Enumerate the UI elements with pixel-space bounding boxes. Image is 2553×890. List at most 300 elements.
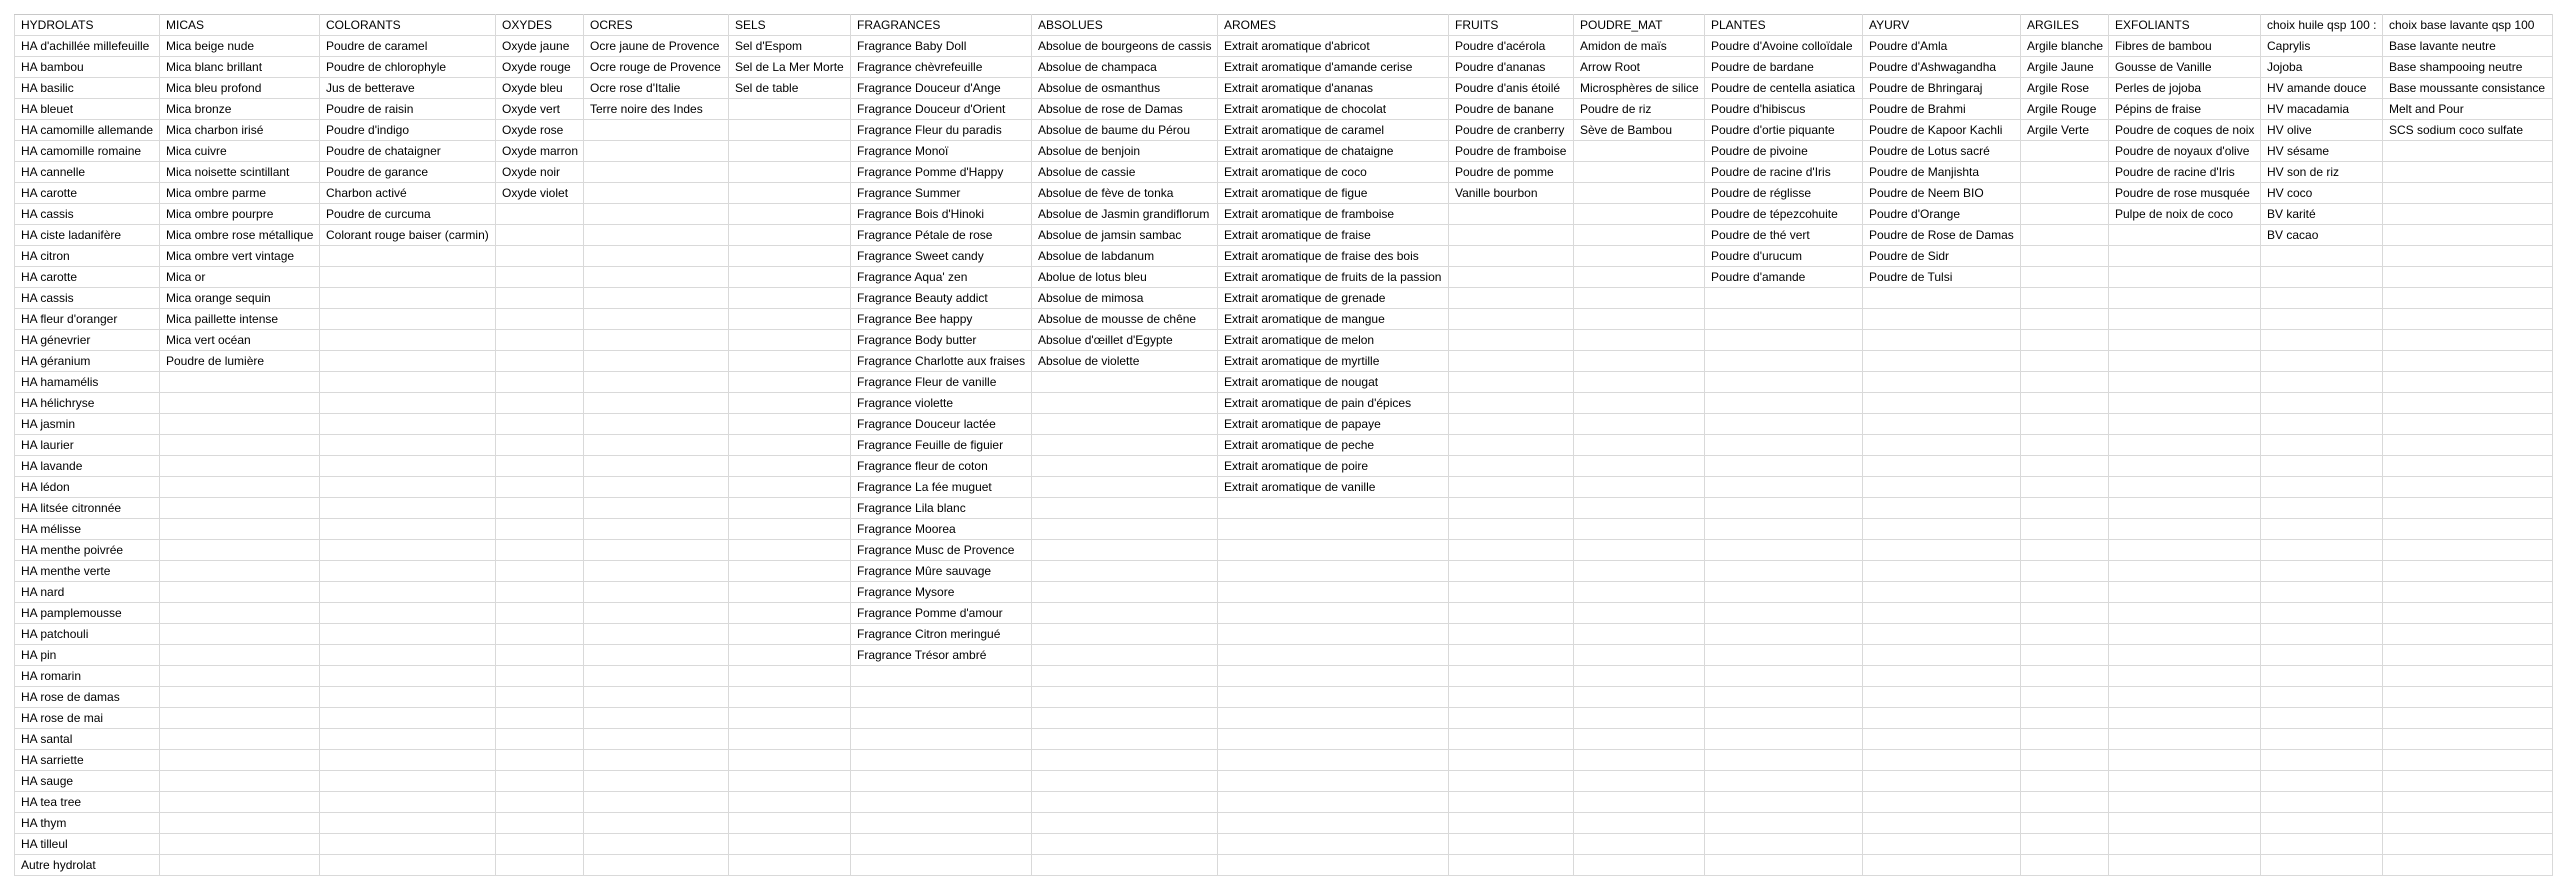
cell[interactable]: HA ciste ladanifère — [15, 225, 160, 246]
cell[interactable]: Absolue de baume du Pérou — [1032, 120, 1218, 141]
cell[interactable] — [729, 414, 851, 435]
cell[interactable]: Absolue de bourgeons de cassis — [1032, 36, 1218, 57]
cell[interactable]: Poudre d'anis étoilé — [1449, 78, 1574, 99]
cell[interactable]: Mica vert océan — [160, 330, 320, 351]
cell[interactable] — [2021, 855, 2109, 876]
cell[interactable]: HA bleuet — [15, 99, 160, 120]
cell[interactable] — [1032, 456, 1218, 477]
cell[interactable]: Poudre de coques de noix — [2109, 120, 2261, 141]
cell[interactable] — [320, 855, 496, 876]
cell[interactable] — [1449, 435, 1574, 456]
cell[interactable]: Amidon de maïs — [1574, 36, 1705, 57]
column-header-exfoliants[interactable]: EXFOLIANTS — [2109, 15, 2261, 36]
cell[interactable]: Mica ombre parme — [160, 183, 320, 204]
cell[interactable] — [1863, 330, 2021, 351]
cell[interactable] — [1032, 519, 1218, 540]
cell[interactable] — [1032, 834, 1218, 855]
cell[interactable]: BV cacao — [2261, 225, 2383, 246]
cell[interactable]: Poudre de lumière — [160, 351, 320, 372]
cell[interactable] — [2109, 687, 2261, 708]
cell[interactable] — [851, 771, 1032, 792]
cell[interactable] — [1449, 729, 1574, 750]
cell[interactable]: Poudre de rose musquée — [2109, 183, 2261, 204]
cell[interactable]: Fragrance Body butter — [851, 330, 1032, 351]
cell[interactable] — [1705, 855, 1863, 876]
cell[interactable] — [160, 855, 320, 876]
cell[interactable] — [160, 561, 320, 582]
cell[interactable]: HA carotte — [15, 267, 160, 288]
cell[interactable] — [2383, 708, 2553, 729]
column-header-micas[interactable]: MICAS — [160, 15, 320, 36]
cell[interactable] — [729, 204, 851, 225]
cell[interactable] — [1032, 813, 1218, 834]
cell[interactable] — [1574, 225, 1705, 246]
cell[interactable] — [1032, 582, 1218, 603]
cell[interactable] — [496, 582, 584, 603]
cell[interactable]: Poudre de chlorophyle — [320, 57, 496, 78]
cell[interactable] — [1863, 603, 2021, 624]
cell[interactable] — [1449, 477, 1574, 498]
cell[interactable] — [320, 729, 496, 750]
cell[interactable] — [320, 603, 496, 624]
cell[interactable] — [1705, 813, 1863, 834]
cell[interactable]: Fragrance Beauty addict — [851, 288, 1032, 309]
cell[interactable] — [2021, 225, 2109, 246]
cell[interactable] — [584, 288, 729, 309]
cell[interactable] — [2261, 330, 2383, 351]
cell[interactable]: Fragrance Charlotte aux fraises — [851, 351, 1032, 372]
cell[interactable] — [2261, 624, 2383, 645]
cell[interactable] — [1574, 540, 1705, 561]
cell[interactable] — [1449, 666, 1574, 687]
cell[interactable]: HA pin — [15, 645, 160, 666]
cell[interactable] — [1705, 666, 1863, 687]
cell[interactable] — [2383, 141, 2553, 162]
cell[interactable] — [729, 456, 851, 477]
cell[interactable] — [1863, 561, 2021, 582]
cell[interactable] — [1449, 225, 1574, 246]
cell[interactable] — [1863, 750, 2021, 771]
cell[interactable]: Sève de Bambou — [1574, 120, 1705, 141]
cell[interactable] — [584, 435, 729, 456]
cell[interactable] — [584, 729, 729, 750]
cell[interactable] — [2383, 309, 2553, 330]
column-header-poudre-mat[interactable]: POUDRE_MAT — [1574, 15, 1705, 36]
cell[interactable]: Poudre de pomme — [1449, 162, 1574, 183]
cell[interactable]: HV coco — [2261, 183, 2383, 204]
cell[interactable] — [1449, 813, 1574, 834]
cell[interactable] — [1218, 708, 1449, 729]
cell[interactable] — [160, 708, 320, 729]
cell[interactable] — [2021, 393, 2109, 414]
cell[interactable]: Argile Rose — [2021, 78, 2109, 99]
cell[interactable] — [1032, 729, 1218, 750]
cell[interactable] — [2021, 582, 2109, 603]
cell[interactable] — [320, 813, 496, 834]
cell[interactable]: Fragrance Baby Doll — [851, 36, 1032, 57]
cell[interactable] — [584, 855, 729, 876]
cell[interactable]: Mica ombre pourpre — [160, 204, 320, 225]
cell[interactable] — [2021, 330, 2109, 351]
cell[interactable]: HV macadamia — [2261, 99, 2383, 120]
cell[interactable] — [1032, 624, 1218, 645]
cell[interactable]: Poudre de Tulsi — [1863, 267, 2021, 288]
cell[interactable] — [160, 435, 320, 456]
cell[interactable] — [496, 351, 584, 372]
cell[interactable] — [1449, 372, 1574, 393]
cell[interactable] — [2021, 771, 2109, 792]
cell[interactable] — [1863, 393, 2021, 414]
column-header-plantes[interactable]: PLANTES — [1705, 15, 1863, 36]
cell[interactable]: Caprylis — [2261, 36, 2383, 57]
cell[interactable] — [1863, 813, 2021, 834]
cell[interactable] — [2261, 603, 2383, 624]
cell[interactable] — [320, 414, 496, 435]
cell[interactable] — [1449, 771, 1574, 792]
cell[interactable]: HA tea tree — [15, 792, 160, 813]
cell[interactable] — [1449, 246, 1574, 267]
cell[interactable] — [729, 288, 851, 309]
cell[interactable] — [320, 309, 496, 330]
cell[interactable] — [1032, 435, 1218, 456]
cell[interactable]: Poudre d'indigo — [320, 120, 496, 141]
cell[interactable]: HV sésame — [2261, 141, 2383, 162]
cell[interactable]: Fragrance Citron meringué — [851, 624, 1032, 645]
cell[interactable] — [1218, 666, 1449, 687]
cell[interactable] — [320, 708, 496, 729]
cell[interactable]: Oxyde violet — [496, 183, 584, 204]
cell[interactable] — [2109, 246, 2261, 267]
cell[interactable] — [2383, 246, 2553, 267]
cell[interactable] — [584, 225, 729, 246]
cell[interactable] — [160, 393, 320, 414]
cell[interactable] — [584, 708, 729, 729]
cell[interactable] — [1574, 498, 1705, 519]
cell[interactable] — [1218, 582, 1449, 603]
cell[interactable] — [1705, 708, 1863, 729]
cell[interactable] — [1032, 687, 1218, 708]
column-header-fruits[interactable]: FRUITS — [1449, 15, 1574, 36]
cell[interactable] — [2383, 330, 2553, 351]
cell[interactable] — [851, 708, 1032, 729]
cell[interactable] — [1449, 540, 1574, 561]
cell[interactable] — [2383, 729, 2553, 750]
cell[interactable] — [2383, 162, 2553, 183]
cell[interactable]: HA menthe poivrée — [15, 540, 160, 561]
cell[interactable] — [1032, 498, 1218, 519]
cell[interactable] — [729, 582, 851, 603]
cell[interactable] — [584, 540, 729, 561]
cell[interactable]: Absolue de champaca — [1032, 57, 1218, 78]
column-header-absolues[interactable]: ABSOLUES — [1032, 15, 1218, 36]
cell[interactable] — [584, 603, 729, 624]
cell[interactable]: Colorant rouge baiser (carmin) — [320, 225, 496, 246]
cell[interactable] — [496, 561, 584, 582]
cell[interactable]: HA cannelle — [15, 162, 160, 183]
cell[interactable]: Fragrance Feuille de figuier — [851, 435, 1032, 456]
cell[interactable] — [496, 687, 584, 708]
cell[interactable]: Extrait aromatique de fraise — [1218, 225, 1449, 246]
cell[interactable] — [1574, 309, 1705, 330]
cell[interactable] — [2021, 645, 2109, 666]
cell[interactable] — [320, 435, 496, 456]
cell[interactable]: HA génevrier — [15, 330, 160, 351]
cell[interactable] — [1032, 771, 1218, 792]
cell[interactable]: Poudre de Kapoor Kachli — [1863, 120, 2021, 141]
cell[interactable] — [2261, 729, 2383, 750]
spreadsheet-grid[interactable] — [14, 14, 2553, 876]
cell[interactable] — [584, 477, 729, 498]
cell[interactable] — [1863, 708, 2021, 729]
cell[interactable] — [2109, 582, 2261, 603]
cell[interactable] — [1863, 435, 2021, 456]
cell[interactable]: Extrait aromatique de fraise des bois — [1218, 246, 1449, 267]
cell[interactable] — [320, 792, 496, 813]
cell[interactable] — [1218, 498, 1449, 519]
cell[interactable]: Poudre de pivoine — [1705, 141, 1863, 162]
cell[interactable] — [1574, 183, 1705, 204]
cell[interactable] — [2021, 708, 2109, 729]
cell[interactable] — [496, 204, 584, 225]
cell[interactable] — [2261, 687, 2383, 708]
cell[interactable] — [729, 750, 851, 771]
cell[interactable] — [1863, 456, 2021, 477]
cell[interactable] — [584, 666, 729, 687]
cell[interactable] — [320, 561, 496, 582]
cell[interactable] — [160, 456, 320, 477]
cell[interactable] — [1449, 750, 1574, 771]
cell[interactable]: Fragrance Pétale de rose — [851, 225, 1032, 246]
cell[interactable] — [1449, 624, 1574, 645]
cell[interactable] — [729, 792, 851, 813]
cell[interactable] — [1705, 603, 1863, 624]
cell[interactable] — [729, 834, 851, 855]
cell[interactable] — [2383, 855, 2553, 876]
cell[interactable] — [2383, 225, 2553, 246]
cell[interactable] — [729, 540, 851, 561]
cell[interactable] — [2109, 813, 2261, 834]
cell[interactable]: Fragrance Douceur d'Orient — [851, 99, 1032, 120]
cell[interactable] — [851, 687, 1032, 708]
cell[interactable]: Fragrance Moorea — [851, 519, 1032, 540]
cell[interactable]: Oxyde bleu — [496, 78, 584, 99]
cell[interactable] — [2383, 750, 2553, 771]
cell[interactable] — [1863, 771, 2021, 792]
cell[interactable]: Absolue de mousse de chêne — [1032, 309, 1218, 330]
cell[interactable] — [160, 771, 320, 792]
column-header-ayurv[interactable]: AYURV — [1863, 15, 2021, 36]
cell[interactable] — [729, 225, 851, 246]
cell[interactable] — [1449, 351, 1574, 372]
cell[interactable] — [1574, 330, 1705, 351]
cell[interactable]: HA hamamélis — [15, 372, 160, 393]
cell[interactable] — [2261, 309, 2383, 330]
cell[interactable] — [584, 183, 729, 204]
cell[interactable] — [729, 393, 851, 414]
cell[interactable]: Fibres de bambou — [2109, 36, 2261, 57]
cell[interactable] — [1863, 309, 2021, 330]
cell[interactable] — [2021, 687, 2109, 708]
cell[interactable] — [320, 330, 496, 351]
cell[interactable]: Absolue de labdanum — [1032, 246, 1218, 267]
cell[interactable] — [584, 120, 729, 141]
cell[interactable] — [320, 771, 496, 792]
cell[interactable]: HA litsée citronnée — [15, 498, 160, 519]
cell[interactable]: SCS sodium coco sulfate — [2383, 120, 2553, 141]
cell[interactable] — [2261, 435, 2383, 456]
cell[interactable] — [2021, 372, 2109, 393]
cell[interactable] — [2261, 645, 2383, 666]
cell[interactable] — [496, 477, 584, 498]
cell[interactable] — [496, 267, 584, 288]
cell[interactable] — [1863, 414, 2021, 435]
cell[interactable]: Poudre de caramel — [320, 36, 496, 57]
cell[interactable] — [1574, 561, 1705, 582]
cell[interactable] — [496, 330, 584, 351]
column-header-ocres[interactable]: OCRES — [584, 15, 729, 36]
cell[interactable] — [1032, 750, 1218, 771]
cell[interactable]: HA mélisse — [15, 519, 160, 540]
cell[interactable] — [729, 666, 851, 687]
cell[interactable] — [1218, 603, 1449, 624]
cell[interactable] — [584, 771, 729, 792]
cell[interactable] — [1705, 645, 1863, 666]
cell[interactable]: Extrait aromatique de melon — [1218, 330, 1449, 351]
cell[interactable] — [584, 645, 729, 666]
cell[interactable]: Fragrance Douceur d'Ange — [851, 78, 1032, 99]
cell[interactable] — [320, 288, 496, 309]
cell[interactable] — [1574, 750, 1705, 771]
cell[interactable]: Poudre de Sidr — [1863, 246, 2021, 267]
cell[interactable] — [729, 477, 851, 498]
cell[interactable]: Absolue de fève de tonka — [1032, 183, 1218, 204]
cell[interactable]: Charbon activé — [320, 183, 496, 204]
cell[interactable] — [1574, 834, 1705, 855]
cell[interactable] — [1032, 393, 1218, 414]
cell[interactable] — [2109, 750, 2261, 771]
cell[interactable] — [1218, 540, 1449, 561]
cell[interactable] — [2021, 141, 2109, 162]
cell[interactable] — [1863, 624, 2021, 645]
cell[interactable] — [2021, 162, 2109, 183]
cell[interactable]: HA d'achillée millefeuille — [15, 36, 160, 57]
cell[interactable] — [2109, 477, 2261, 498]
cell[interactable] — [2261, 414, 2383, 435]
cell[interactable] — [2109, 708, 2261, 729]
cell[interactable]: Poudre d'hibiscus — [1705, 99, 1863, 120]
cell[interactable]: Fragrance Douceur lactée — [851, 414, 1032, 435]
cell[interactable] — [2021, 813, 2109, 834]
cell[interactable]: Poudre d'Orange — [1863, 204, 2021, 225]
cell[interactable]: HA romarin — [15, 666, 160, 687]
cell[interactable]: HA sarriette — [15, 750, 160, 771]
cell[interactable] — [2109, 645, 2261, 666]
cell[interactable] — [729, 708, 851, 729]
cell[interactable] — [1449, 603, 1574, 624]
cell[interactable] — [584, 813, 729, 834]
cell[interactable]: Poudre de Manjishta — [1863, 162, 2021, 183]
cell[interactable]: HV amande douce — [2261, 78, 2383, 99]
cell[interactable] — [496, 435, 584, 456]
cell[interactable] — [2261, 792, 2383, 813]
cell[interactable] — [1863, 519, 2021, 540]
cell[interactable] — [1574, 435, 1705, 456]
cell[interactable]: Extrait aromatique de mangue — [1218, 309, 1449, 330]
cell[interactable]: Absolue d'œillet d'Egypte — [1032, 330, 1218, 351]
cell[interactable] — [1863, 372, 2021, 393]
cell[interactable] — [496, 519, 584, 540]
cell[interactable] — [1705, 540, 1863, 561]
cell[interactable]: Poudre de Lotus sacré — [1863, 141, 2021, 162]
cell[interactable]: HA sauge — [15, 771, 160, 792]
cell[interactable] — [496, 540, 584, 561]
cell[interactable] — [1705, 498, 1863, 519]
cell[interactable]: Abolue de lotus bleu — [1032, 267, 1218, 288]
cell[interactable]: Extrait aromatique de figue — [1218, 183, 1449, 204]
cell[interactable] — [584, 750, 729, 771]
cell[interactable] — [2383, 540, 2553, 561]
cell[interactable] — [1574, 204, 1705, 225]
cell[interactable] — [1218, 729, 1449, 750]
cell[interactable] — [1863, 729, 2021, 750]
cell[interactable]: HA hélichryse — [15, 393, 160, 414]
cell[interactable] — [1218, 561, 1449, 582]
cell[interactable] — [729, 603, 851, 624]
cell[interactable] — [584, 204, 729, 225]
cell[interactable] — [2021, 435, 2109, 456]
cell[interactable]: Terre noire des Indes — [584, 99, 729, 120]
cell[interactable] — [1032, 855, 1218, 876]
cell[interactable] — [496, 666, 584, 687]
cell[interactable] — [496, 456, 584, 477]
cell[interactable] — [584, 309, 729, 330]
cell[interactable] — [729, 141, 851, 162]
cell[interactable] — [2109, 351, 2261, 372]
cell[interactable] — [1574, 267, 1705, 288]
cell[interactable]: Oxyde noir — [496, 162, 584, 183]
cell[interactable]: Oxyde marron — [496, 141, 584, 162]
cell[interactable] — [2383, 498, 2553, 519]
cell[interactable] — [729, 330, 851, 351]
cell[interactable] — [2109, 456, 2261, 477]
cell[interactable]: Microsphères de silice — [1574, 78, 1705, 99]
cell[interactable] — [729, 183, 851, 204]
cell[interactable]: Oxyde jaune — [496, 36, 584, 57]
cell[interactable] — [496, 309, 584, 330]
cell[interactable] — [2021, 498, 2109, 519]
cell[interactable] — [2261, 246, 2383, 267]
cell[interactable] — [729, 498, 851, 519]
cell[interactable]: Fragrance Pomme d'Happy — [851, 162, 1032, 183]
cell[interactable] — [1574, 666, 1705, 687]
cell[interactable] — [1705, 477, 1863, 498]
cell[interactable] — [320, 477, 496, 498]
cell[interactable] — [496, 792, 584, 813]
cell[interactable] — [851, 750, 1032, 771]
cell[interactable]: Fragrance Bee happy — [851, 309, 1032, 330]
cell[interactable] — [729, 435, 851, 456]
cell[interactable] — [320, 267, 496, 288]
cell[interactable] — [2261, 582, 2383, 603]
cell[interactable] — [1863, 687, 2021, 708]
cell[interactable] — [496, 771, 584, 792]
cell[interactable] — [1449, 834, 1574, 855]
cell[interactable] — [1705, 687, 1863, 708]
cell[interactable] — [1863, 288, 2021, 309]
cell[interactable] — [2109, 603, 2261, 624]
cell[interactable]: HA santal — [15, 729, 160, 750]
cell[interactable] — [729, 120, 851, 141]
